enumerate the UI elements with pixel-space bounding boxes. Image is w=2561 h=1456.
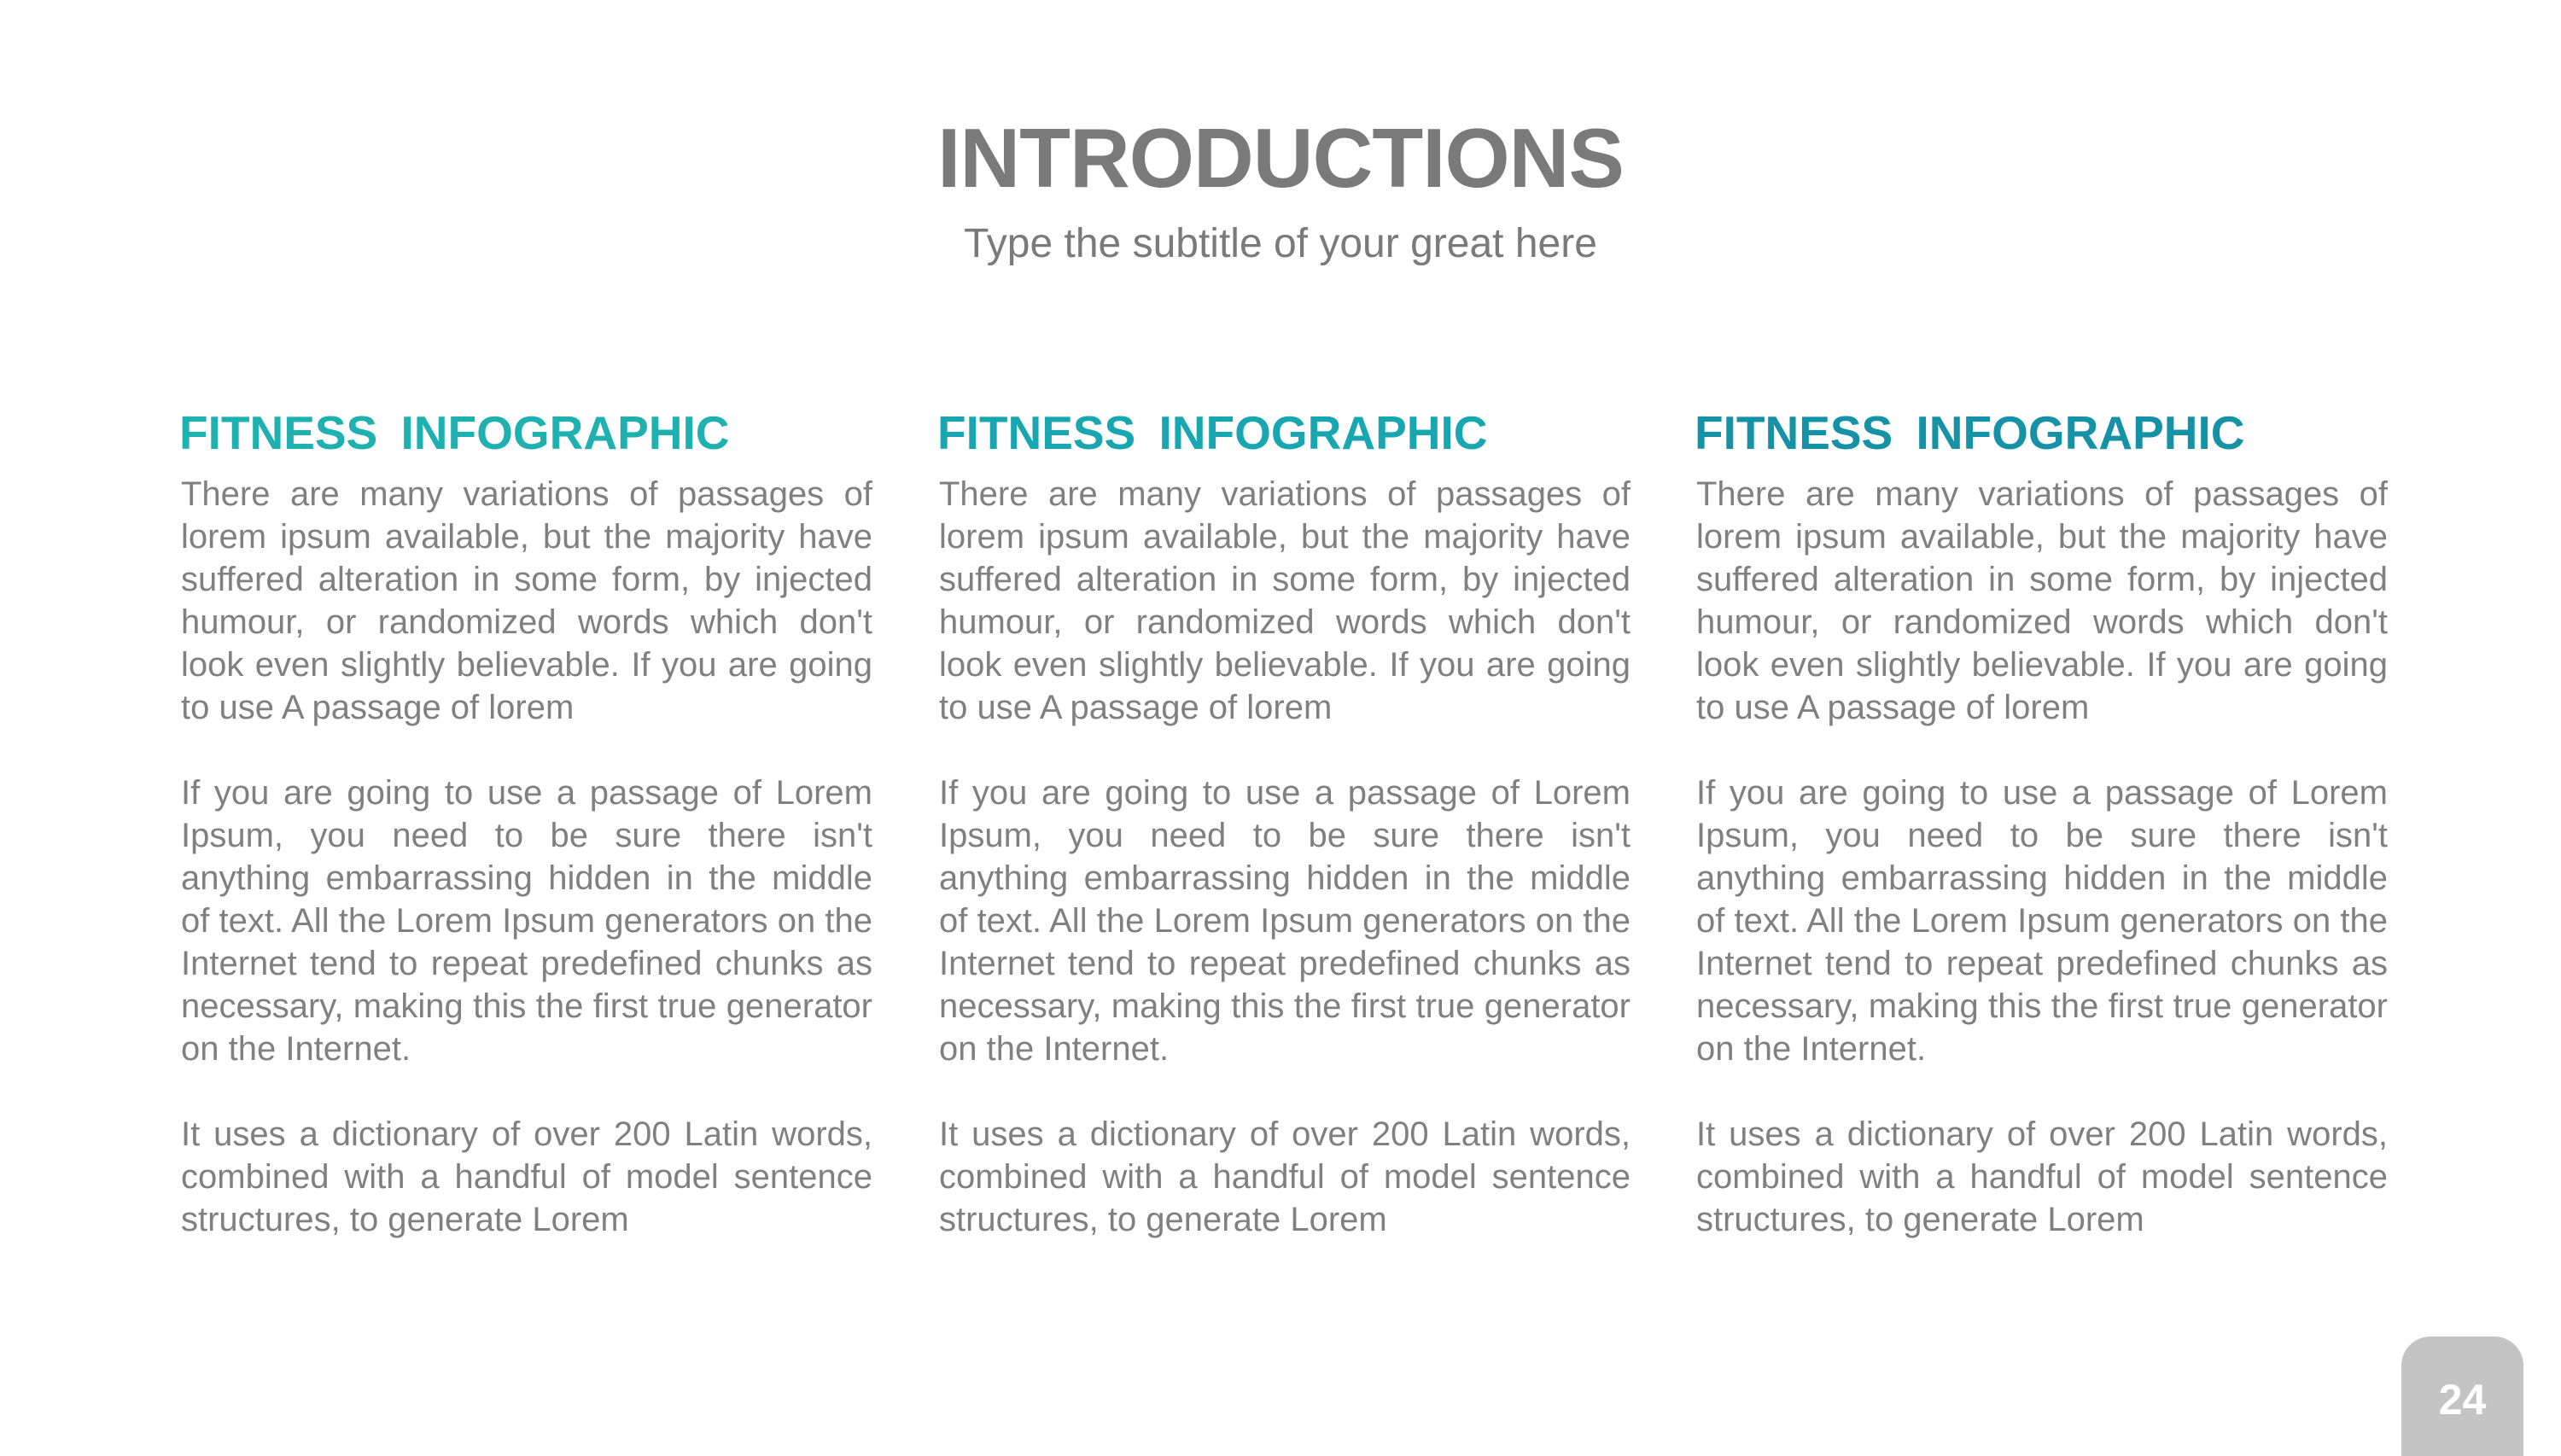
column-paragraph: If you are going to use a passage of Lorem Ipsum, you need to be sure there isn't anything embarrassing hidden in the middle of text. All the Lorem Ipsum generators on the Internet tend to repeat predefined chunks as necessary, making this the first true generator on the Internet. bbox=[1696, 774, 2388, 1068]
slide-title: INTRODUCTIONS bbox=[937, 111, 1624, 205]
content-column-2 bbox=[939, 403, 1631, 1241]
column-heading: FITNESS INFOGRAPHIC bbox=[937, 406, 1488, 459]
slide-subtitle: Type the subtitle of your great here bbox=[964, 221, 1597, 266]
column-paragraph: It uses a dictionary of over 200 Latin words, combined with a handful of model sentence structures, to generate Lorem bbox=[939, 1115, 1631, 1238]
column-paragraph: It uses a dictionary of over 200 Latin words, combined with a handful of model sentence structures, to generate Lorem bbox=[1696, 1115, 2388, 1238]
column-heading: FITNESS INFOGRAPHIC bbox=[1695, 406, 2245, 459]
content-column-1 bbox=[181, 403, 872, 1241]
column-paragraph: There are many variations of passages of lorem ipsum available, but the majority have suffered alteration in some form, by injected humour, or randomized words which don't look even slightly believable. If you are going to use A passage of lorem bbox=[1696, 475, 2388, 726]
column-paragraph: There are many variations of passages of lorem ipsum available, but the majority have suffered alteration in some form, by injected humour, or randomized words which don't look even slightly believable. If you are going to use A passage of lorem bbox=[939, 475, 1631, 726]
column-paragraph: If you are going to use a passage of Lorem Ipsum, you need to be sure there isn't anything embarrassing hidden in the middle of text. All the Lorem Ipsum generators on the Internet tend to repeat predefined chunks as necessary, making this the first true generator on the Internet. bbox=[181, 774, 872, 1068]
column-heading: FITNESS INFOGRAPHIC bbox=[179, 406, 730, 459]
content-column-3 bbox=[1696, 403, 2388, 1241]
page-number-badge bbox=[2401, 1337, 2523, 1456]
column-paragraph: It uses a dictionary of over 200 Latin words, combined with a handful of model sentence structures, to generate Lorem bbox=[181, 1115, 872, 1238]
page-number: 24 bbox=[2438, 1376, 2487, 1424]
column-paragraph: There are many variations of passages of lorem ipsum available, but the majority have suffered alteration in some form, by injected humour, or randomized words which don't look even slightly believable. If you are going to use A passage of lorem bbox=[181, 475, 872, 726]
column-paragraph: If you are going to use a passage of Lorem Ipsum, you need to be sure there isn't anything embarrassing hidden in the middle of text. All the Lorem Ipsum generators on the Internet tend to repeat predefined chunks as necessary, making this the first true generator on the Internet. bbox=[939, 774, 1631, 1068]
